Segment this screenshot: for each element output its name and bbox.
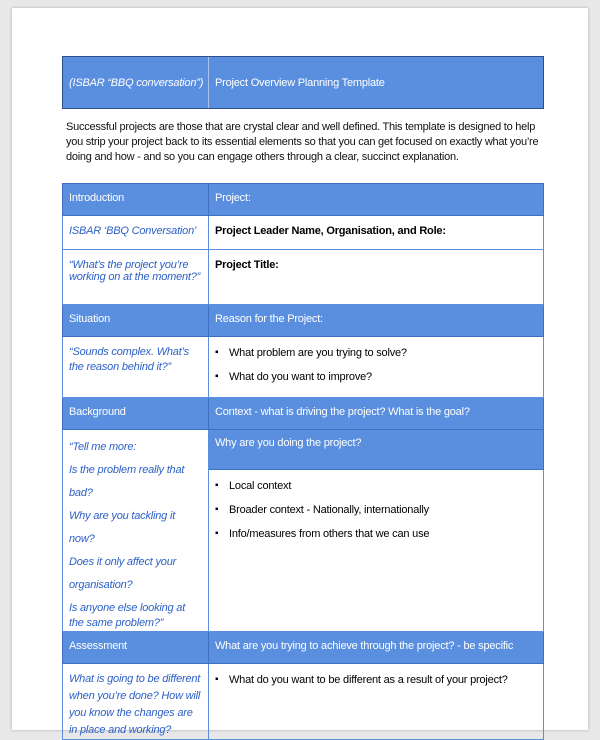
list-item: Is the problem really that bad? bbox=[69, 464, 185, 499]
list-item: ▪ Local context bbox=[229, 474, 537, 498]
planning-table bbox=[62, 183, 544, 740]
background-bullets-cell bbox=[209, 470, 544, 632]
template-title: Project Overview Planning Template bbox=[215, 77, 385, 89]
why-subheader: Why are you doing the project? bbox=[209, 430, 544, 470]
reason-label: Reason for the Project: bbox=[209, 305, 544, 337]
title-row bbox=[62, 56, 544, 109]
introduction-header-row bbox=[63, 184, 544, 216]
background-bullets bbox=[215, 474, 537, 546]
intro-paragraph: Successful projects are those that are crystal clear and well defined. This template is designed to help you strip your project back to its essential elements so that you can get focused on exactly what you’re doing and how - and so you can engage others through a clear, succinct explanation. bbox=[66, 121, 539, 163]
list-item: ▪ What do you want to improve? bbox=[229, 365, 537, 389]
list-item: “Tell me more: bbox=[69, 441, 137, 453]
situation-header-row bbox=[63, 305, 544, 337]
table-row bbox=[63, 216, 544, 250]
document-page bbox=[12, 8, 588, 736]
table-row bbox=[63, 430, 544, 470]
project-label: Project: bbox=[209, 184, 544, 216]
table-row bbox=[63, 664, 544, 740]
list-item: Does it only affect your organisation? bbox=[69, 556, 177, 591]
achieve-label: What are you trying to achieve through the project? - be specific bbox=[209, 632, 544, 664]
project-leader-field[interactable]: Project Leader Name, Organisation, and Role: bbox=[209, 216, 544, 250]
list-item: ▪ Info/measures from others that we can use bbox=[229, 522, 537, 546]
situation-bullets-cell bbox=[209, 337, 544, 398]
list-item: ▪ What problem are you trying to solve? bbox=[229, 341, 537, 365]
list-item: ▪ What do you want to be different as a result of your project? bbox=[229, 668, 537, 692]
context-label: Context - what is driving the project? What is the goal? bbox=[209, 398, 544, 430]
introduction-question: “What’s the project you’re working on at the moment?” bbox=[63, 250, 209, 305]
background-questions bbox=[63, 430, 209, 632]
introduction-label: Introduction bbox=[63, 184, 209, 216]
assessment-bullets-cell bbox=[209, 664, 544, 740]
background-label: Background bbox=[63, 398, 209, 430]
isbar-conversation: ISBAR ‘BBQ Conversation’ bbox=[63, 216, 209, 250]
table-row bbox=[63, 250, 544, 305]
isbar-title: (ISBAR “BBQ conversation”) bbox=[63, 57, 209, 108]
situation-question: “Sounds complex. What’s the reason behind it?” bbox=[63, 337, 209, 398]
assessment-header-row bbox=[63, 632, 544, 664]
assessment-question: What is going to be different when you’re done? How will you know the changes are in place and working? bbox=[63, 664, 209, 740]
project-title-field[interactable]: Project Title: bbox=[209, 250, 544, 305]
list-item: Why are you tackling it now? bbox=[69, 510, 176, 545]
situation-bullets bbox=[215, 341, 537, 389]
list-item: ▪ Broader context - Nationally, internationally bbox=[229, 498, 537, 522]
template-sheet bbox=[62, 56, 544, 740]
background-header-row bbox=[63, 398, 544, 430]
assessment-bullets bbox=[215, 668, 537, 692]
assessment-label: Assessment bbox=[63, 632, 209, 664]
situation-label: Situation bbox=[63, 305, 209, 337]
table-row bbox=[63, 337, 544, 398]
list-item: Is anyone else looking at the same problem?” bbox=[69, 602, 186, 629]
